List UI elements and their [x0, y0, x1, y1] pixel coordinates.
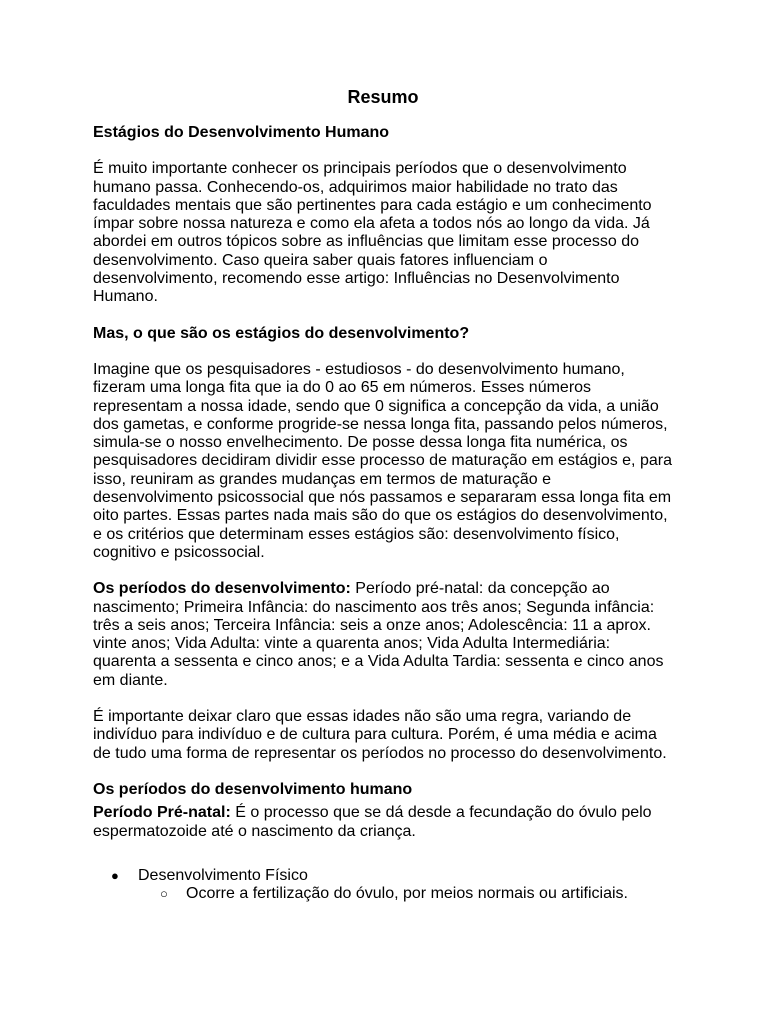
prenatal-label: Período Pré-natal: [93, 804, 231, 822]
note-paragraph: É importante deixar claro que essas idades não são uma regra, variando de indivíduo para indivíduo e de cultura para cultura. Porém, é uma média e acima de tudo uma forma de representar os períodos no processo do desenvolvimento. [93, 708, 667, 762]
tape-paragraph: Imagine que os pesquisadores - estudiosos - do desenvolvimento humano, fizeram uma longa fita que ia do 0 ao 65 em números. Esses números representam a nossa idade, sendo que 0 significa a concepção da vida, a união dos gametas, e conforme progride-se nessa longa fita, passando pelos números, simula-se o nosso envelhecimento. De posse dessa longa fita numérica, os pesquisadores decidiram dividir esse processo de maturação em estágios e, para isso, reuniram as grandes mudanças em termos de maturação e desenvolvimento psicossocial que nós passamos e separaram essa longa fita em oito partes. Essas partes nada mais são do que os estágios do desenvolvimento, e os critérios que determinam esses estágios são: desenvolvimento físico, cognitivo e psicossocial. [93, 360, 672, 561]
section-heading-stages: Estágios do Desenvolvimento Humano [93, 124, 390, 141]
sub-list-item [138, 885, 673, 903]
prenatal-paragraph [93, 804, 673, 841]
document-title: Resumo [347, 87, 419, 107]
section-heading-what-are-stages: Mas, o que são os estágios do desenvolvimento? [93, 324, 470, 342]
sub-list-item-label: Ocorre a fertilização do óvulo, por meios normais ou artificiais. [186, 885, 628, 903]
bullet-list [93, 867, 673, 904]
intro-paragraph: É muito importante conhecer os principais períodos que o desenvolvimento humano passa. Conhecendo-os, adquirimos maior habilidade no trato das faculdades mentais que são pertinentes para cada estágio e um conhecimento ímpar sobre nossa natureza e como ela afeta a todos nós ao longo da vida. Já abordei em outros tópicos sobre as influências que limitam esse processo do desenvolvimento. Caso queira saber quais fatores influenciam o desenvolvimento, recomendo esse artigo: Influências no Desenvolvimento Humano. [93, 160, 652, 306]
section-heading-periods: Os períodos do desenvolvimento humano [93, 780, 413, 798]
list-item-physical-development [93, 867, 673, 904]
periods-paragraph [93, 580, 673, 690]
prenatal-text: É o processo que se dá desde a fecundação do óvulo pelo espermatozoide até o nascimento da criança. [93, 804, 652, 840]
document-page [93, 86, 673, 903]
list-item-label: Desenvolvimento Físico [138, 866, 308, 884]
sub-list [138, 885, 673, 903]
periods-label: Os períodos do desenvolvimento: [93, 580, 351, 598]
periods-text: Período pré-natal: da concepção ao nascimento; Primeira Infância: do nascimento aos três anos; Segunda infância: três a seis anos; Terceira Infância: seis a onze anos; Adolescência: 11 a aprox. vinte anos; Vida Adulta: vinte a quarenta anos; Vida Adulta Intermediária: quarenta a sessenta e cinco anos; e a Vida Adulta Tardia: sessenta e cinco anos em diante. [93, 580, 664, 689]
